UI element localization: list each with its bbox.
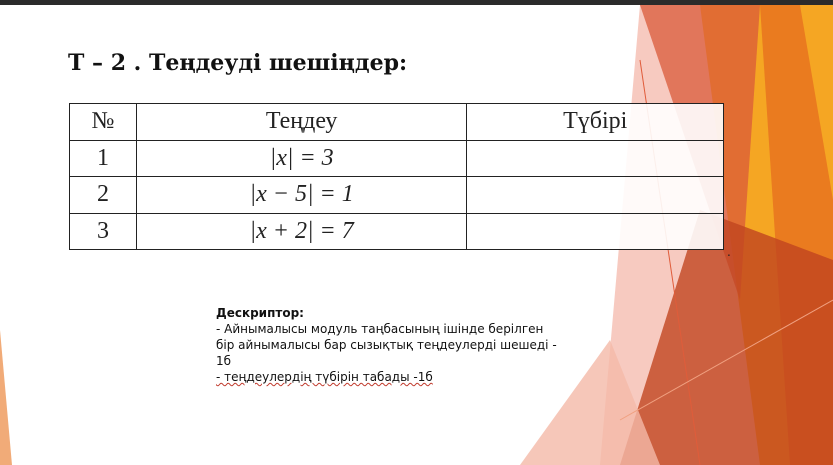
row-equation: |x − 5| = 1 <box>136 177 466 214</box>
row-equation: |x| = 3 <box>136 140 466 177</box>
row-root[interactable] <box>467 177 724 214</box>
descriptor-line: 1б <box>216 354 232 368</box>
header-root: Түбірі <box>467 104 724 141</box>
row-equation: |x + 2| = 7 <box>136 213 466 250</box>
table-row <box>70 177 724 214</box>
descriptor-block <box>216 305 636 385</box>
table-header-row <box>70 104 724 141</box>
row-root[interactable] <box>467 140 724 177</box>
row-number: 3 <box>70 213 137 250</box>
descriptor-line: - теңдеулердің түбірін табады -1б <box>216 370 433 384</box>
header-equation: Теңдеу <box>136 104 466 141</box>
deco-left-shard <box>0 330 12 465</box>
descriptor-heading: Дескриптор: <box>216 306 304 320</box>
descriptor-line: бір айнымалысы бар сызықтық теңдеулерді шешеді - <box>216 338 557 352</box>
row-root[interactable] <box>467 213 724 250</box>
table-row <box>70 213 724 250</box>
row-number: 2 <box>70 177 137 214</box>
descriptor-line: - Айнымалысы модуль таңбасының ішінде берілген <box>216 322 544 336</box>
slide-title: Т – 2 . Теңдеуді шешіңдер: <box>68 50 408 76</box>
stray-dot: . <box>727 245 731 259</box>
header-number: № <box>70 104 137 141</box>
row-number: 1 <box>70 140 137 177</box>
table-row <box>70 140 724 177</box>
equations-table <box>69 103 724 250</box>
